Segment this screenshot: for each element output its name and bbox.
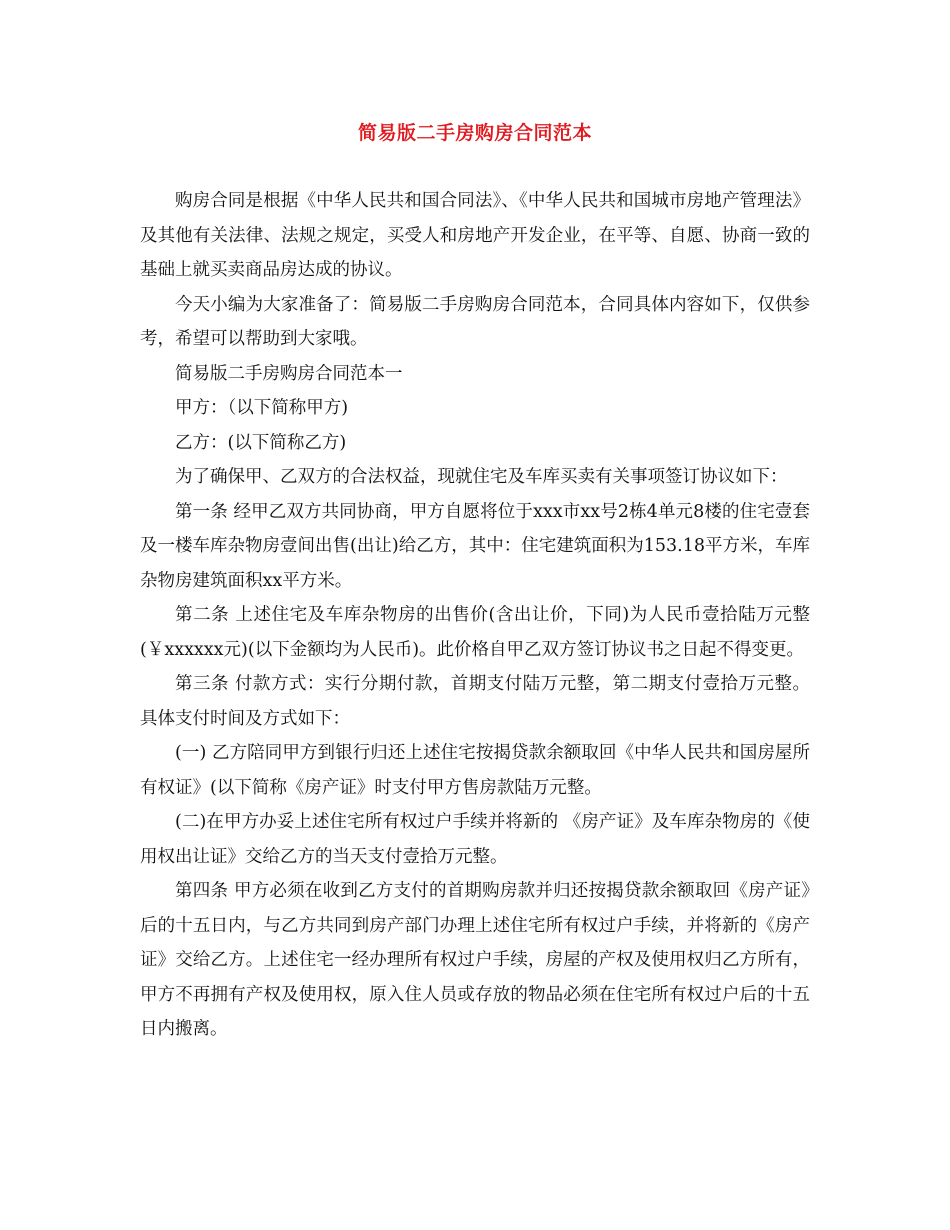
paragraph-article-3-item-1: (一) 乙方陪同甲方到银行归还上述住宅按揭贷款余额取回《中华人民共和国房屋所有权证》(以下简称《房产证》时支付甲方售房款陆万元整。 (140, 743, 810, 798)
paragraph-party-a: 甲方：（以下简称甲方) (175, 398, 349, 418)
paragraph-article-4: 第四条 甲方必须在收到乙方支付的首期购房款并归还按揭贷款余额取回《房产证》后的十五日内，与乙方共同到房产部门办理上述住宅所有权过户手续，并将新的《房产证》交给乙方。上述住宅一经办理所有权过户手续，房屋的产权及使用权归乙方所有，甲方不再拥有产权及使用权，原入住人员或存放的物品必须在住宅所有权过户后的十五日内搬离。 (140, 881, 810, 1039)
paragraph-template-heading: 简易版二手房购房合同范本一 (175, 363, 403, 384)
paragraph-article-1: 第一条 经甲乙双方共同协商，甲方自愿将位于xxx市xx号2栋4单元8楼的住宅壹套及一楼车库杂物房壹间出售(出让)给乙方，其中：住宅建筑面积为153.18平方米，车库杂物房建筑面积xx平方米。 (140, 501, 810, 591)
document-title: 简易版二手房购房合同范本 (357, 122, 592, 144)
paragraph-article-3: 第三条 付款方式：实行分期付款，首期支付陆万元整，第二期支付壹拾万元整。具体支付时间及方式如下： (140, 674, 810, 729)
paragraph-article-3-item-2: (二)在甲方办妥上述住宅所有权过户手续并将新的 《房产证》及车库杂物房的《使用权出让证》交给乙方的当天支付壹拾万元整。 (140, 812, 810, 867)
paragraph-intro: 购房合同是根据《中华人民共和国合同法》、《中华人民共和国城市房地产管理法》及其他有关法律、法规之规定，买受人和房地产开发企业，在平等、自愿、协商一致的基础上就买卖商品房达成的协议。 (140, 191, 810, 280)
document-page (140, 118, 810, 1047)
paragraph-preamble: 为了确保甲、乙双方的合法权益，现就住宅及车库买卖有关事项签订协议如下： (175, 467, 788, 487)
paragraph-party-b: 乙方：(以下简称乙方) (175, 432, 347, 453)
paragraph-editor-note: 今天小编为大家准备了：简易版二手房购房合同范本，合同具体内容如下，仅供参考，希望可以帮助到大家哦。 (140, 294, 810, 349)
paragraph-article-2: 第二条 上述住宅及车库杂物房的出售价(含出让价，下同)为人民币壹拾陆万元整(￥xxxxxx元)(以下金额均为人民币)。此价格自甲乙双方签订协议书之日起不得变更。 (140, 605, 810, 660)
